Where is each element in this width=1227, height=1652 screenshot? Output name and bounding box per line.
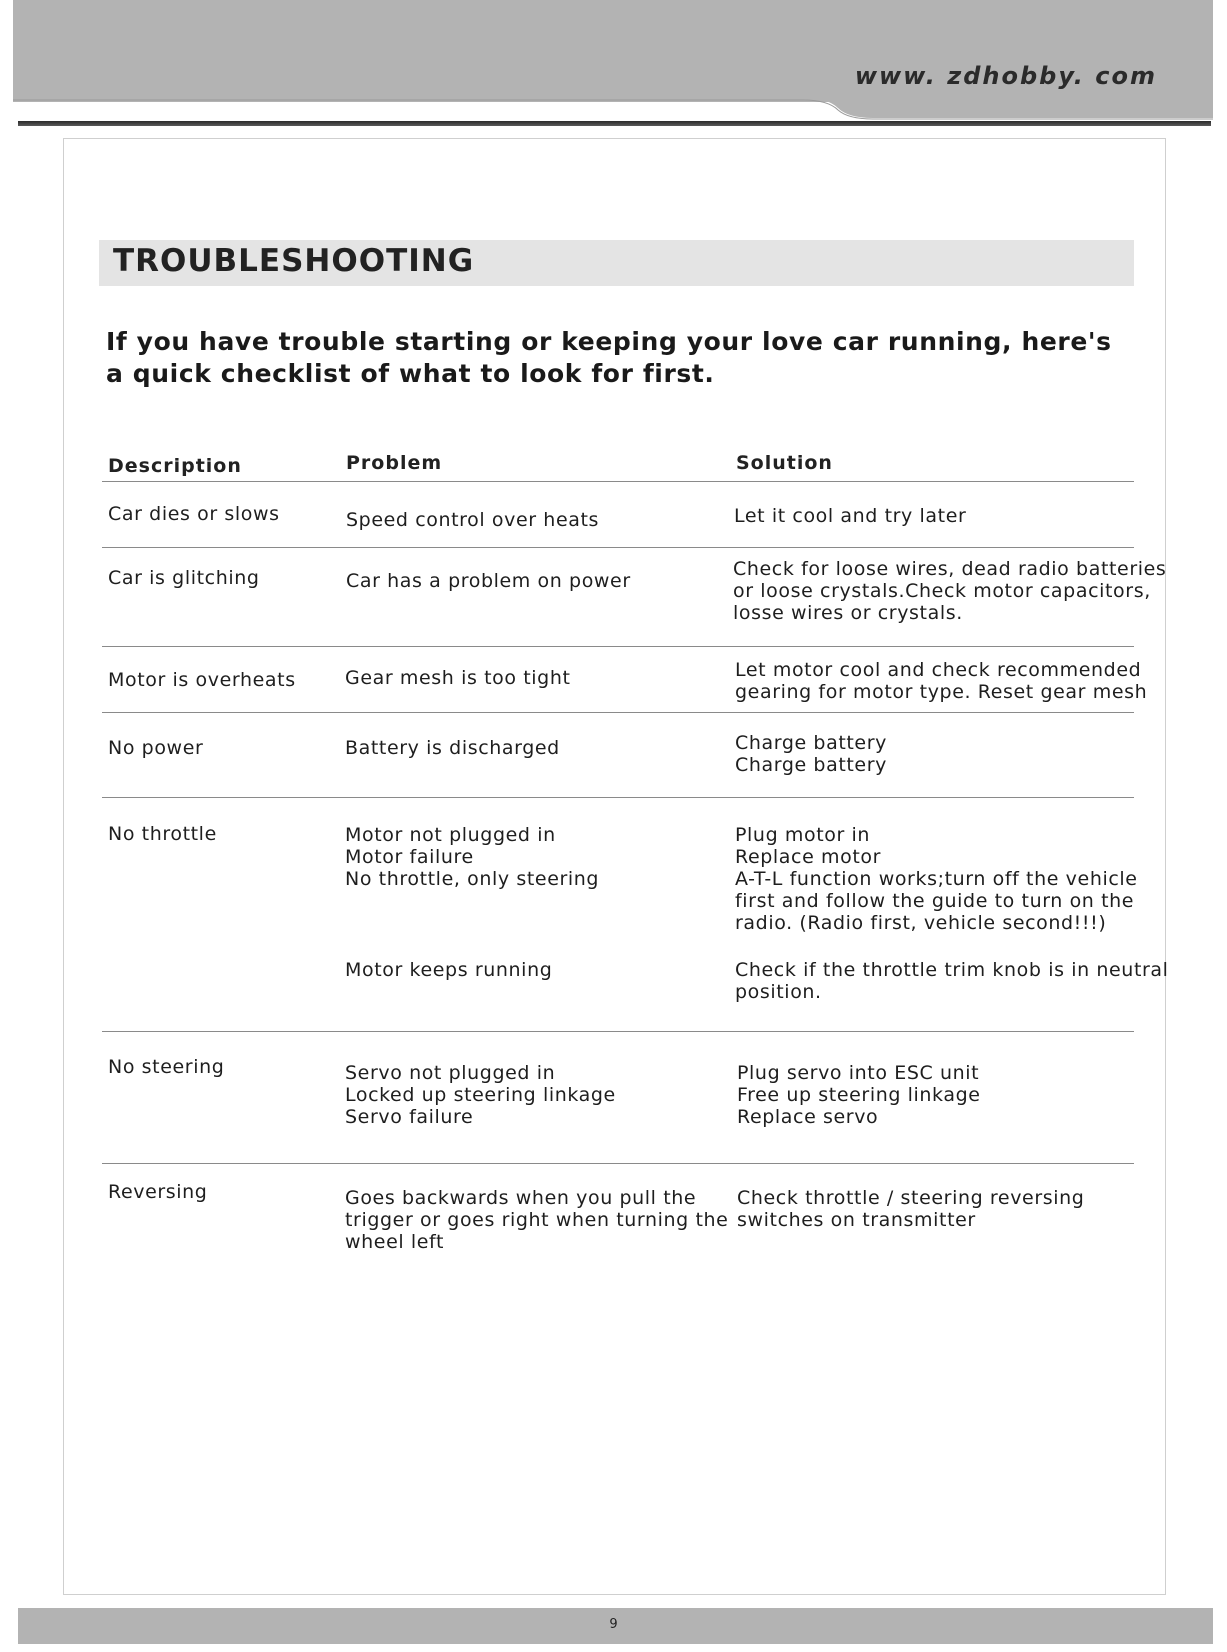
row-problem: Servo not plugged in Locked up steering linkage Servo failure [345,1062,616,1128]
row-description: No steering [108,1056,225,1078]
row-problem: Car has a problem on power [346,570,631,592]
page-number: 9 [609,1617,618,1632]
row-divider [102,646,1134,647]
row-divider [102,797,1134,798]
row-problem: Battery is discharged [345,737,560,759]
row-solution: Let motor cool and check recommended gearing for motor type. Reset gear mesh [735,659,1148,703]
row-divider [102,712,1134,713]
row-description: Reversing [108,1181,208,1203]
row-problem: Gear mesh is too tight [345,667,571,689]
row-solution: Plug servo into ESC unit Free up steering linkage Replace servo [737,1062,981,1128]
row-divider [102,1031,1134,1032]
row-description: Car dies or slows [108,503,280,525]
row-problem: Goes backwards when you pull the trigger or goes right when turning the wheel left [345,1187,729,1253]
row-solution: Charge battery Charge battery [735,732,887,776]
header-curve [13,98,1213,120]
header-rule [18,121,1211,126]
row-problem-secondary: Motor keeps running [345,959,553,981]
section-title: TROUBLESHOOTING [113,243,475,279]
row-divider [102,547,1134,548]
row-solution: Let it cool and try later [734,505,967,527]
row-description: No throttle [108,823,217,845]
row-description: No power [108,737,204,759]
column-header-description: Description [108,455,242,477]
intro-paragraph: If you have trouble starting or keeping your love car running, here's a quick checklist of what to look for first. [106,327,1112,388]
row-divider [102,1163,1134,1164]
table-header-rule [102,481,1134,482]
column-header-solution: Solution [736,452,833,474]
row-solution: Check throttle / steering reversing switches on transmitter [737,1187,1085,1231]
row-description: Motor is overheats [108,669,296,691]
row-description: Car is glitching [108,567,260,589]
row-problem: Speed control over heats [346,509,600,531]
row-solution-secondary: Check if the throttle trim knob is in neutral position. [735,959,1169,1003]
site-url: www. zdhobby. com [854,62,1157,90]
row-solution: Check for loose wires, dead radio batteries or loose crystals.Check motor capacitors, losse wires or crystals. [733,558,1167,624]
row-solution: Plug motor in Replace motor A-T-L function works;turn off the vehicle first and follow the guide to turn on the radio. (Radio first, vehicle second!!!) [735,824,1138,934]
column-header-problem: Problem [346,452,443,474]
row-problem: Motor not plugged in Motor failure No throttle, only steering [345,824,600,890]
